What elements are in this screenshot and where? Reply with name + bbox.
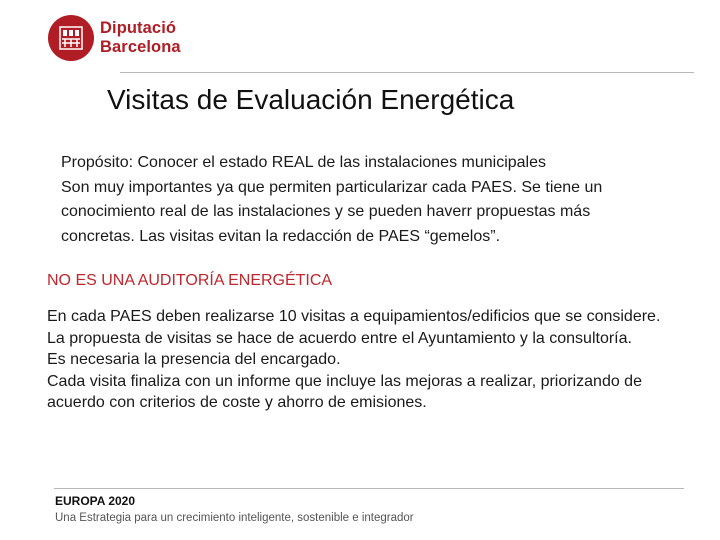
- detail-item: Cada visita finaliza con un informe que incluye las mejoras a realizar, priorizando de acuerdo con criterios de coste y ahorro de emisiones.: [47, 372, 642, 411]
- footer-subtitle: Una Estrategia para un crecimiento inteligente, sostenible e integrador: [55, 512, 414, 524]
- purpose-line: Son muy importantes ya que permiten particularizar cada PAES. Se tiene un: [61, 178, 603, 196]
- detail-item: La propuesta de visitas se hace de acuerdo entre el Ayuntamiento y la consultoría.: [47, 329, 632, 347]
- brand-name-line2: Barcelona: [100, 38, 181, 56]
- detail-item: En cada PAES deben realizarse 10 visitas a equipamientos/edificios que se considere.: [47, 308, 661, 325]
- slide-title: Visitas de Evaluación Energética: [107, 84, 515, 115]
- logo: [48, 15, 181, 61]
- diputacio-shield-icon: [48, 15, 94, 61]
- footer-title: EUROPA 2020: [55, 494, 136, 508]
- header-divider: [120, 72, 694, 73]
- detail-item: Es necesaria la presencia del encargado.: [47, 351, 341, 368]
- purpose-paragraph: [61, 151, 711, 249]
- purpose-line: conocimiento real de las instalaciones y se pueden haverr propuestas más: [61, 203, 591, 220]
- details-list: [47, 306, 687, 414]
- purpose-line: Propósito: Conocer el estado REAL de las instalaciones municipales: [61, 154, 547, 171]
- brand-name-line1: Diputació: [100, 19, 177, 37]
- warning-heading: NO ES UNA AUDITORÍA ENERGÉTICA: [47, 272, 333, 289]
- purpose-line: concretas. Las visitas evitan la redacción de PAES “gemelos”.: [61, 227, 501, 245]
- footer-divider: [54, 488, 684, 489]
